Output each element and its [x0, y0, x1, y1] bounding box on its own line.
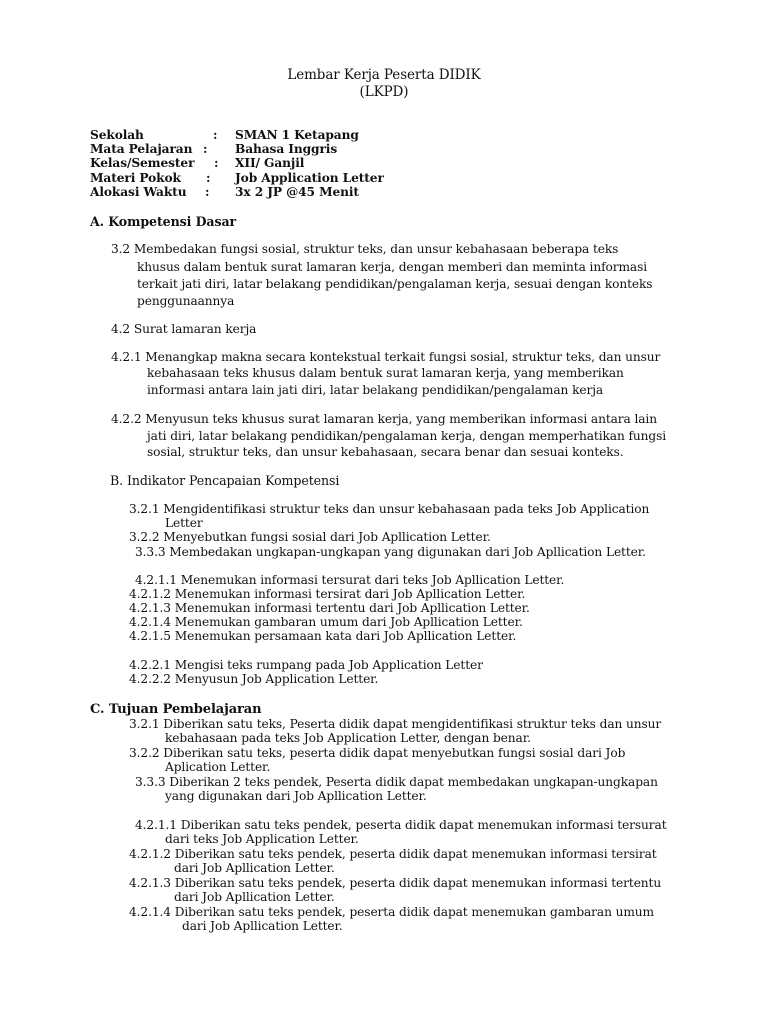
indicator-item: 3.2.1 Mengidentifikasi struktur teks dan unsur kebahasaan pada teks Job Application	[129, 502, 650, 516]
kd-3-2-line: khusus dalam bentuk surat lamaran kerja, dengan memberi dan meminta informasi	[137, 260, 648, 274]
info-label: Mata Pelajaran	[90, 142, 193, 156]
kd-4-2-2-line: sosial, struktur teks, dan unsur kebahasaan, secara benar dan sesuai konteks.	[147, 445, 624, 459]
objective-item: dari teks Job Application Letter.	[165, 832, 359, 846]
objective-item: 4.2.1.1 Diberikan satu teks pendek, peserta didik dapat menemukan informasi tersurat	[135, 818, 667, 832]
indicator-item: 4.2.1.4 Menemukan gambaran umum dari Job Apllication Letter.	[129, 615, 523, 629]
objective-item: 3.2.2 Diberikan satu teks, peserta didik dapat menyebutkan fungsi sosial dari Job	[129, 746, 626, 760]
objective-item: dari Job Apllication Letter.	[174, 890, 335, 904]
objective-item: 4.2.1.2 Diberikan satu teks pendek, peserta didik dapat menemukan informasi tersirat	[129, 847, 657, 861]
info-separator: :	[214, 156, 219, 170]
objective-item: 4.2.1.3 Diberikan satu teks pendek, peserta didik dapat menemukan informasi tertentu	[129, 876, 662, 890]
kd-4-2-1-line: kebahasaan teks khusus dalam bentuk surat lamaran kerja, yang memberikan	[147, 366, 624, 380]
info-label: Sekolah	[90, 128, 144, 142]
document-subtitle: (LKPD)	[359, 84, 409, 100]
objective-item: kebahasaan pada teks Job Application Letter, dengan benar.	[165, 731, 531, 745]
indicator-item: 4.2.1.3 Menemukan informasi tertentu dari Job Apllication Letter.	[129, 601, 530, 615]
info-label: Alokasi Waktu	[90, 185, 187, 199]
info-label: Materi Pokok	[90, 171, 181, 185]
kd-4-2-1-line: 4.2.1 Menangkap makna secara kontekstual terkait fungsi sosial, struktur teks, dan unsur	[111, 350, 661, 364]
kd-4-2-1-line: informasi antara lain jati diri, latar belakang pendidikan/pengalaman kerja	[147, 383, 604, 397]
section-c-heading: C. Tujuan Pembelajaran	[90, 702, 262, 717]
info-value: Bahasa Inggris	[235, 142, 338, 156]
info-value: 3x 2 JP @45 Menit	[235, 185, 359, 199]
kd-4-2-2-line: jati diri, latar belakang pendidikan/pengalaman kerja, dengan memperhatikan fungsi	[147, 429, 667, 443]
indicator-item: 4.2.2.1 Mengisi teks rumpang pada Job Application Letter	[129, 658, 483, 672]
indicator-item: 3.2.2 Menyebutkan fungsi sosial dari Job Apllication Letter.	[129, 530, 491, 544]
section-b-heading: B. Indikator Pencapaian Kompetensi	[110, 473, 340, 488]
section-a-heading: A. Kompetensi Dasar	[90, 214, 237, 229]
kd-3-2-line: terkait jati diri, latar belakang pendidikan/pengalaman kerja, sesuai dengan konteks	[137, 277, 653, 291]
objective-item: Aplication Letter.	[165, 760, 271, 774]
kd-3-2-line: penggunaannya	[137, 294, 235, 308]
info-value: SMAN 1 Ketapang	[235, 128, 359, 142]
document-title: Lembar Kerja Peserta DIDIK	[287, 67, 481, 83]
objective-item: 3.2.1 Diberikan satu teks, Peserta didik dapat mengidentifikasi struktur teks dan unsur	[129, 717, 662, 731]
info-separator: :	[213, 128, 218, 142]
kd-3-2-line: 3.2 Membedakan fungsi sosial, struktur teks, dan unsur kebahasaan beberapa teks	[111, 242, 619, 256]
info-value: XII/ Ganjil	[235, 156, 305, 170]
indicator-item: 4.2.1.5 Menemukan persamaan kata dari Job Apllication Letter.	[129, 629, 517, 643]
indicator-item: 4.2.1.1 Menemukan informasi tersurat dari teks Job Apllication Letter.	[135, 573, 565, 587]
indicator-item: 4.2.2.2 Menyusun Job Application Letter.	[129, 672, 379, 686]
info-separator: :	[205, 185, 210, 199]
indicator-item: Letter	[165, 516, 203, 530]
objective-item: yang digunakan dari Job Apllication Letter.	[165, 789, 427, 803]
info-separator: :	[206, 171, 211, 185]
objective-item: dari Job Apllication Letter.	[182, 919, 343, 933]
objective-item: 3.3.3 Diberikan 2 teks pendek, Peserta didik dapat membedakan ungkapan-ungkapan	[135, 775, 658, 789]
kd-4-2-2-line: 4.2.2 Menyusun teks khusus surat lamaran kerja, yang memberikan informasi antara lain	[111, 412, 657, 426]
kd-4-2: 4.2 Surat lamaran kerja	[111, 322, 257, 336]
indicator-item: 3.3.3 Membedakan ungkapan-ungkapan yang digunakan dari Job Apllication Letter.	[135, 545, 646, 559]
objective-item: 4.2.1.4 Diberikan satu teks pendek, peserta didik dapat menemukan gambaran umum	[129, 905, 655, 919]
info-label: Kelas/Semester	[90, 156, 195, 170]
indicator-item: 4.2.1.2 Menemukan informasi tersirat dari Job Apllication Letter.	[129, 587, 526, 601]
info-value: Job Application Letter	[235, 171, 384, 185]
objective-item: dari Job Apllication Letter.	[174, 861, 335, 875]
info-separator: :	[203, 142, 208, 156]
